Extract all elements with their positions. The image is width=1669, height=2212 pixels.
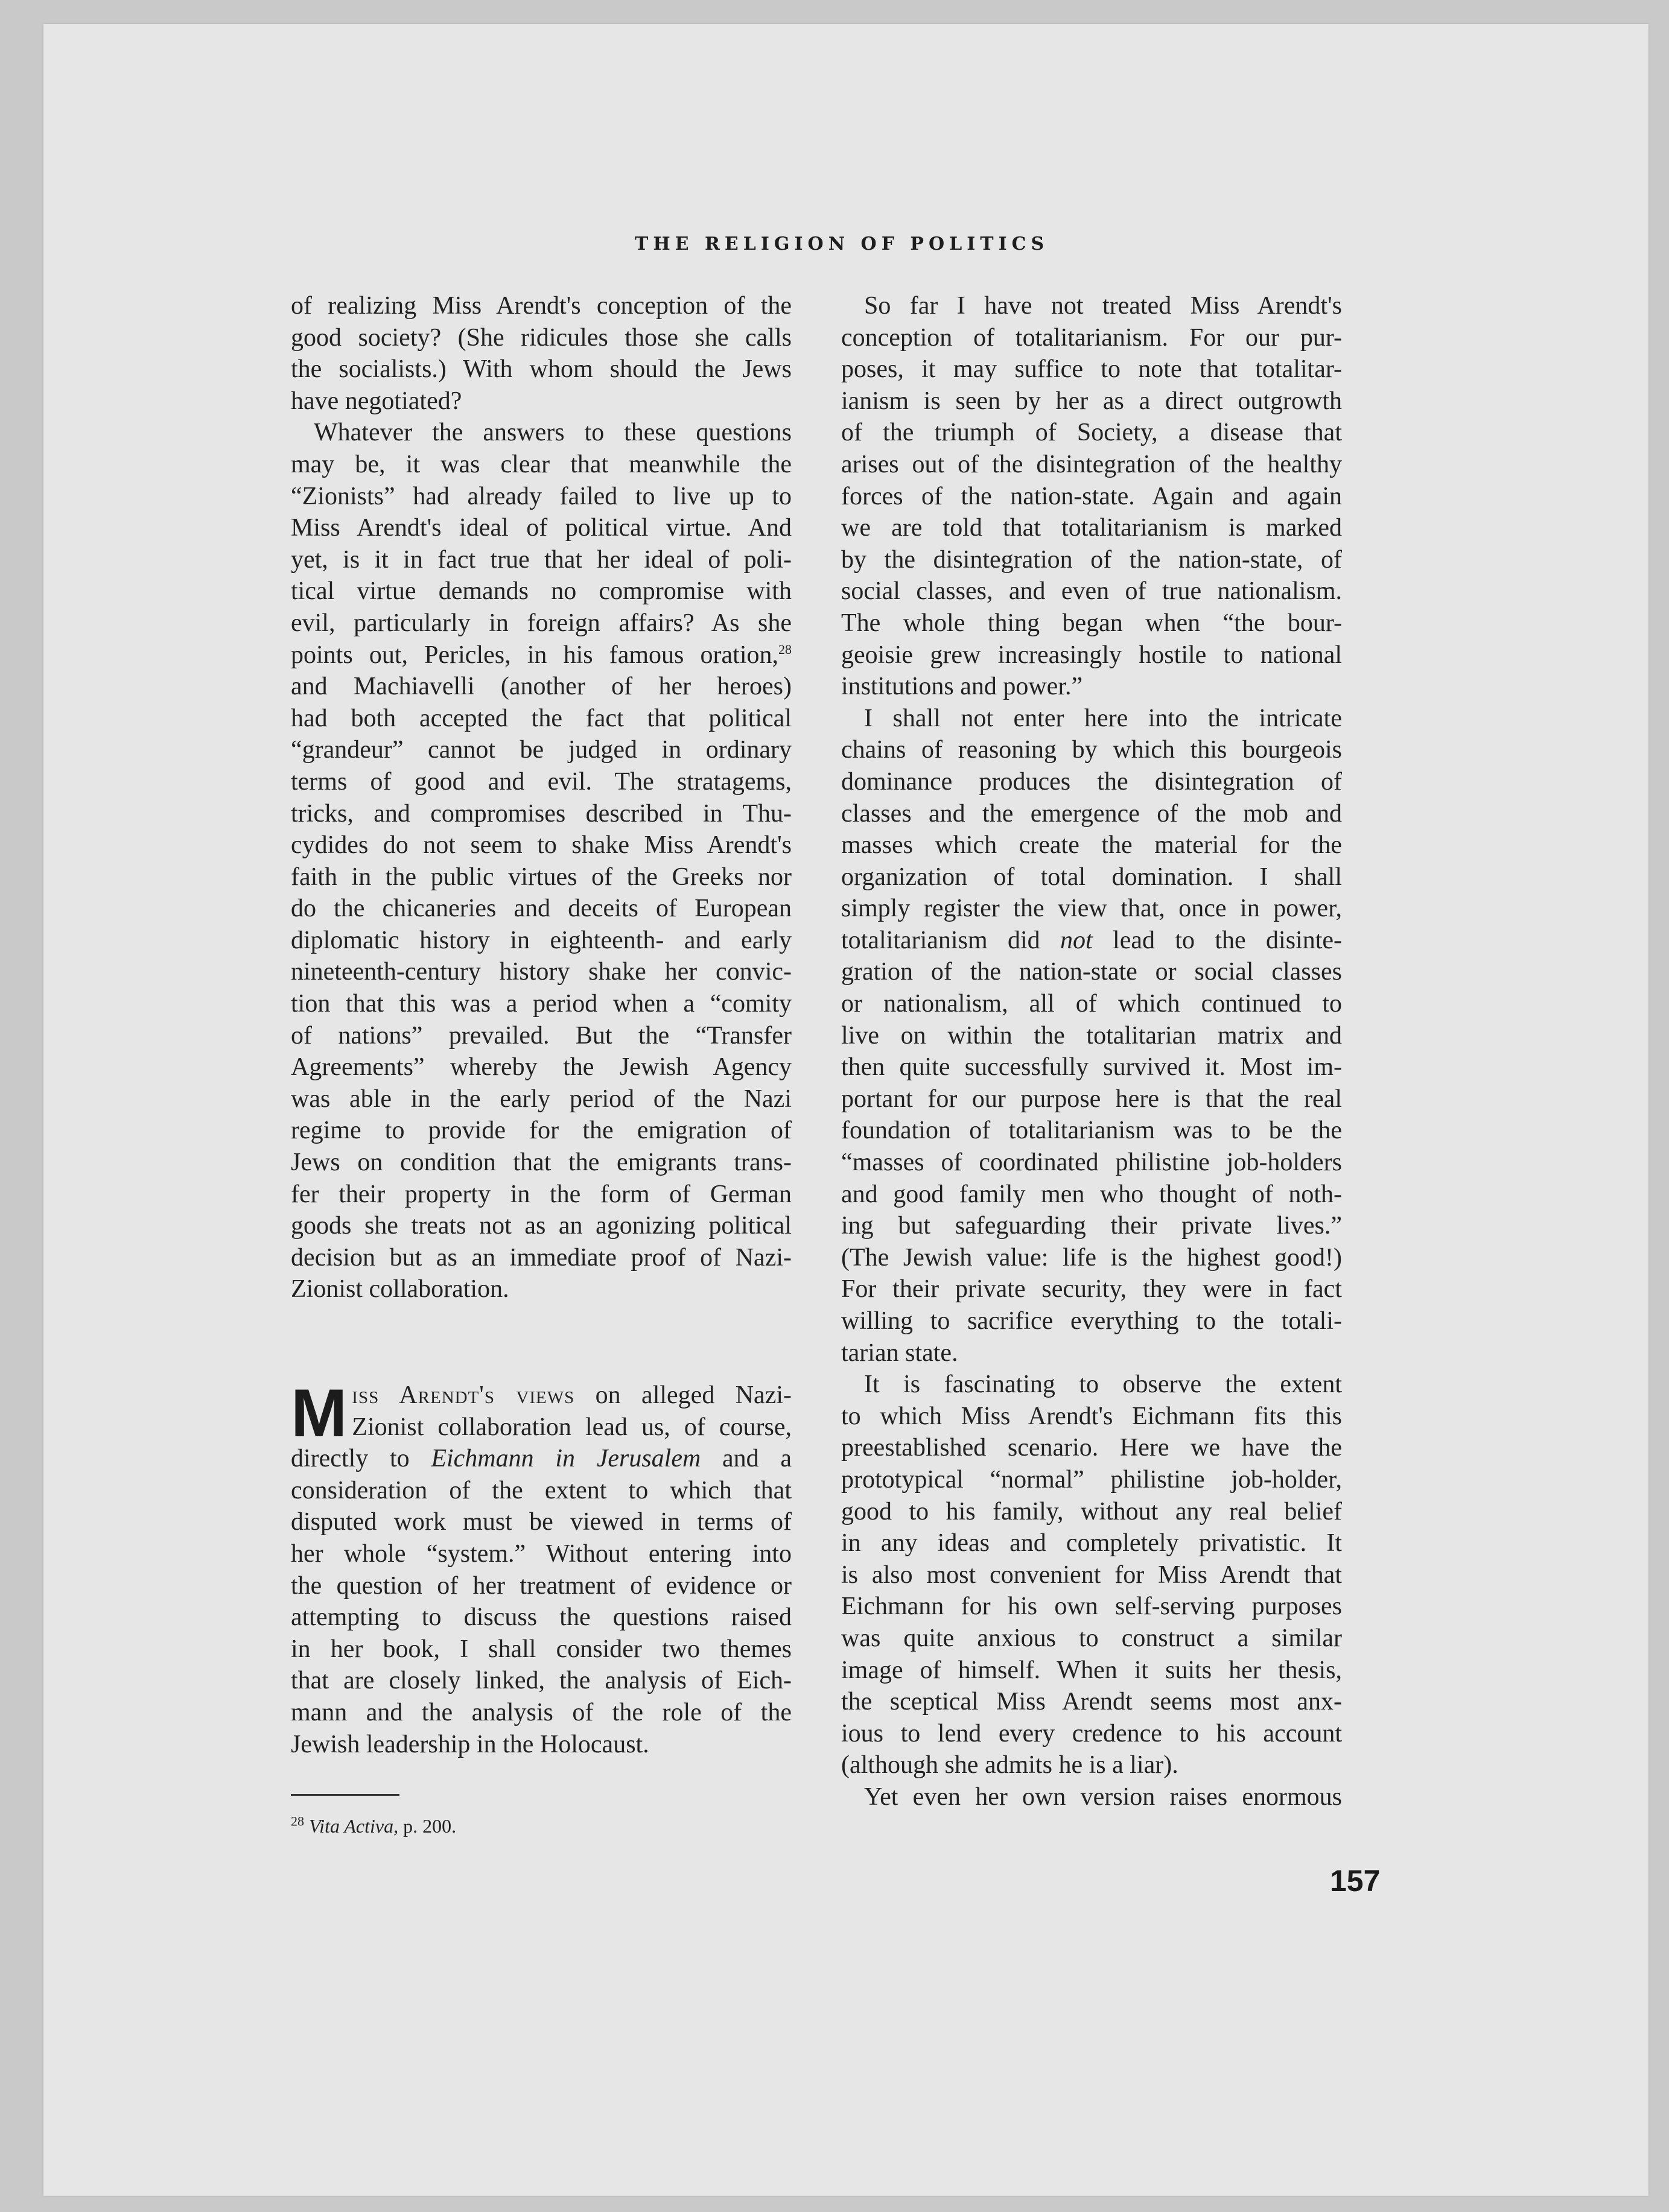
text-line: then quite successfully survived it. Most im- [841, 1053, 1342, 1082]
text-fragment: points out, Pericles, in his famous oration, [291, 641, 778, 669]
text-line: and good family men who thought of noth- [841, 1180, 1342, 1208]
text-line: I shall not enter here into the intricate [864, 704, 1342, 732]
text-line: ing but safeguarding their private lives.” [841, 1212, 1342, 1240]
text-line: preestablished scenario. Here we have the [841, 1434, 1342, 1462]
text-line: So far I have not treated Miss Arendt's [864, 292, 1342, 320]
text-line: dominance produces the disintegration of [841, 767, 1342, 796]
text-line: Yet even her own version raises enormous [864, 1783, 1342, 1811]
text-line: social classes, and even of true nationalism. [841, 577, 1342, 606]
text-line: was able in the early period of the Nazi [291, 1085, 792, 1113]
text-line: chains of reasoning by which this bourgeois [841, 736, 1342, 764]
footnote-reference: 28 [778, 641, 792, 657]
paragraph [291, 417, 792, 1305]
text-line: Agreements” whereby the Jewish Agency [291, 1053, 792, 1082]
text-line: good to his family, without any real belief [841, 1497, 1342, 1526]
text-line: willing to sacrifice everything to the totali- [841, 1307, 1342, 1335]
text-line: regime to provide for the emigration of [291, 1117, 792, 1145]
text-line: Zionist collaboration. [291, 1275, 509, 1304]
text-line: tarian state. [841, 1339, 958, 1367]
text-line: tical virtue demands no compromise with [291, 577, 792, 606]
text-line: goods she treats not as an agonizing political [291, 1212, 792, 1240]
footnote-rule [291, 1794, 399, 1796]
section-break [291, 1305, 792, 1380]
text-line-with-italic [291, 1443, 792, 1475]
drop-cap: M [291, 1375, 348, 1451]
text-line: organization of total domination. I shall [841, 863, 1342, 891]
text-line: Miss Arendt's ideal of political virtue. And [291, 514, 792, 542]
text-line: portant for our purpose here is that the real [841, 1085, 1342, 1113]
text-line: It is fascinating to observe the extent [864, 1371, 1342, 1399]
text-line: the sceptical Miss Arendt seems most anx- [841, 1688, 1342, 1716]
text-line: may be, it was clear that meanwhile the [291, 450, 792, 478]
footnote [291, 1814, 792, 1838]
italic-title: Eichmann in Jerusalem [431, 1445, 701, 1473]
text-line: of realizing Miss Arendt's conception of the [291, 292, 792, 320]
text-line-with-italic [841, 925, 1342, 957]
text-fragment: lead to the disinte- [1113, 926, 1343, 954]
text-line: Jewish leadership in the Holocaust. [291, 1730, 649, 1758]
right-column [841, 290, 1342, 1813]
text-line: “Zionists” had already failed to live up to [291, 482, 792, 510]
footnote-number: 28 [291, 1813, 304, 1829]
text-line: Zionist collaboration lead us, of course, [352, 1413, 792, 1441]
text-line: was quite anxious to construct a similar [841, 1624, 1342, 1652]
text-line: had both accepted the fact that political [291, 704, 792, 732]
text-line: Jews on condition that the emigrants trans- [291, 1149, 792, 1177]
footnote-text: p. 200. [403, 1815, 457, 1837]
text-line: prototypical “normal” philistine job-holder, [841, 1465, 1342, 1494]
text-line: nineteenth-century history shake her convic- [291, 958, 792, 986]
text-line: her whole “system.” Without entering into [291, 1539, 792, 1568]
text-line: good society? (She ridicules those she calls [291, 323, 792, 352]
text-line: in her book, I shall consider two themes [291, 1635, 792, 1663]
text-line: decision but as an immediate proof of Nazi- [291, 1243, 792, 1272]
text-line [291, 1380, 792, 1412]
paragraph [841, 290, 1342, 703]
paragraph [841, 1369, 1342, 1781]
text-line: ianism is seen by her as a direct outgrowth [841, 387, 1342, 415]
text-line: terms of good and evil. The stratagems, [291, 767, 792, 796]
text-line: of nations” prevailed. But the “Transfer [291, 1021, 792, 1050]
text-line: and Machiavelli (another of her heroes) [291, 673, 792, 701]
page [43, 24, 1648, 2196]
paragraph [841, 703, 1342, 1369]
text-line: geoisie grew increasingly hostile to national [841, 641, 1342, 669]
text-line: poses, it may suffice to note that totalitar- [841, 355, 1342, 384]
text-line: that are closely linked, the analysis of Eich- [291, 1667, 792, 1695]
text-line: gration of the nation-state or social classes [841, 958, 1342, 986]
text-line: is also most convenient for Miss Arendt that [841, 1561, 1342, 1589]
text-line: forces of the nation-state. Again and again [841, 482, 1342, 510]
text-line: institutions and power.” [841, 673, 1083, 701]
italic-word: not [1060, 926, 1093, 954]
paragraph [291, 290, 792, 417]
text-line: we are told that totalitarianism is marked [841, 514, 1342, 542]
text-line: diplomatic history in eighteenth- and early [291, 926, 792, 954]
text-line: mann and the analysis of the role of the [291, 1698, 792, 1726]
text-line: the socialists.) With whom should the Jews [291, 355, 792, 384]
text-line: in any ideas and completely privatistic. It [841, 1529, 1342, 1558]
text-line: ious to lend every credence to his account [841, 1719, 1342, 1748]
text-line: simply register the view that, once in power, [841, 895, 1342, 923]
text-line: consideration of the extent to which that [291, 1476, 792, 1504]
text-line: classes and the emergence of the mob and [841, 799, 1342, 828]
small-caps-lead: iss Arendt's views [352, 1381, 575, 1409]
text-line: Eichmann for his own self-serving purposes [841, 1592, 1342, 1621]
text-line: of the triumph of Society, a disease that [841, 419, 1342, 447]
text-line: disputed work must be viewed in terms of [291, 1508, 792, 1536]
left-column [291, 290, 792, 1838]
section-opening-paragraph [291, 1375, 792, 1760]
text-line: conception of totalitarianism. For our pur- [841, 323, 1342, 352]
footnote-title: Vita Activa, [309, 1815, 399, 1837]
text-line: tion that this was a period when a “comity [291, 990, 792, 1018]
running-head: THE RELIGION OF POLITICS [635, 233, 1049, 255]
text-line: foundation of totalitarianism was to be the [841, 1117, 1342, 1145]
paragraph [841, 1781, 1342, 1813]
text-line: to which Miss Arendt's Eichmann fits this [841, 1402, 1342, 1430]
text-line: yet, is it in fact true that her ideal of poli- [291, 545, 792, 574]
text-line: arises out of the disintegration of the healthy [841, 450, 1342, 478]
text-line: the question of her treatment of evidence or [291, 1571, 792, 1600]
text-line-with-footnote [291, 639, 792, 671]
text-line: tricks, and compromises described in Thu- [291, 799, 792, 828]
text-line: masses which create the material for the [841, 831, 1342, 860]
text-line: cydides do not seem to shake Miss Arendt's [291, 831, 792, 860]
text-line: Whatever the answers to these questions [314, 419, 792, 447]
text-fragment: on alleged Nazi- [595, 1381, 792, 1409]
text-line: fer their property in the form of German [291, 1180, 792, 1208]
text-line: or nationalism, all of which continued to [841, 990, 1342, 1018]
text-line: “masses of coordinated philistine job-holders [841, 1149, 1342, 1177]
text-line: by the disintegration of the nation-state, of [841, 545, 1342, 574]
text-fragment: directly to [291, 1445, 410, 1473]
page-number: 157 [1330, 1864, 1381, 1898]
text-line: (although she admits he is a liar). [841, 1751, 1178, 1779]
text-line: “grandeur” cannot be judged in ordinary [291, 736, 792, 764]
text-line: (The Jewish value: life is the highest good!) [841, 1243, 1342, 1272]
text-line: faith in the public virtues of the Greeks nor [291, 863, 792, 891]
text-fragment: and a [722, 1445, 792, 1473]
text-line: have negotiated? [291, 387, 462, 415]
text-line: For their private security, they were in fact [841, 1275, 1342, 1304]
text-line: live on within the totalitarian matrix and [841, 1021, 1342, 1050]
text-line: image of himself. When it suits her thesis, [841, 1656, 1342, 1684]
text-line: attempting to discuss the questions raised [291, 1603, 792, 1632]
text-line: do the chicaneries and deceits of European [291, 895, 792, 923]
text-line: The whole thing began when “the bour- [841, 609, 1342, 637]
text-line: evil, particularly in foreign affairs? As she [291, 609, 792, 637]
text-fragment: totalitarianism did [841, 926, 1040, 954]
